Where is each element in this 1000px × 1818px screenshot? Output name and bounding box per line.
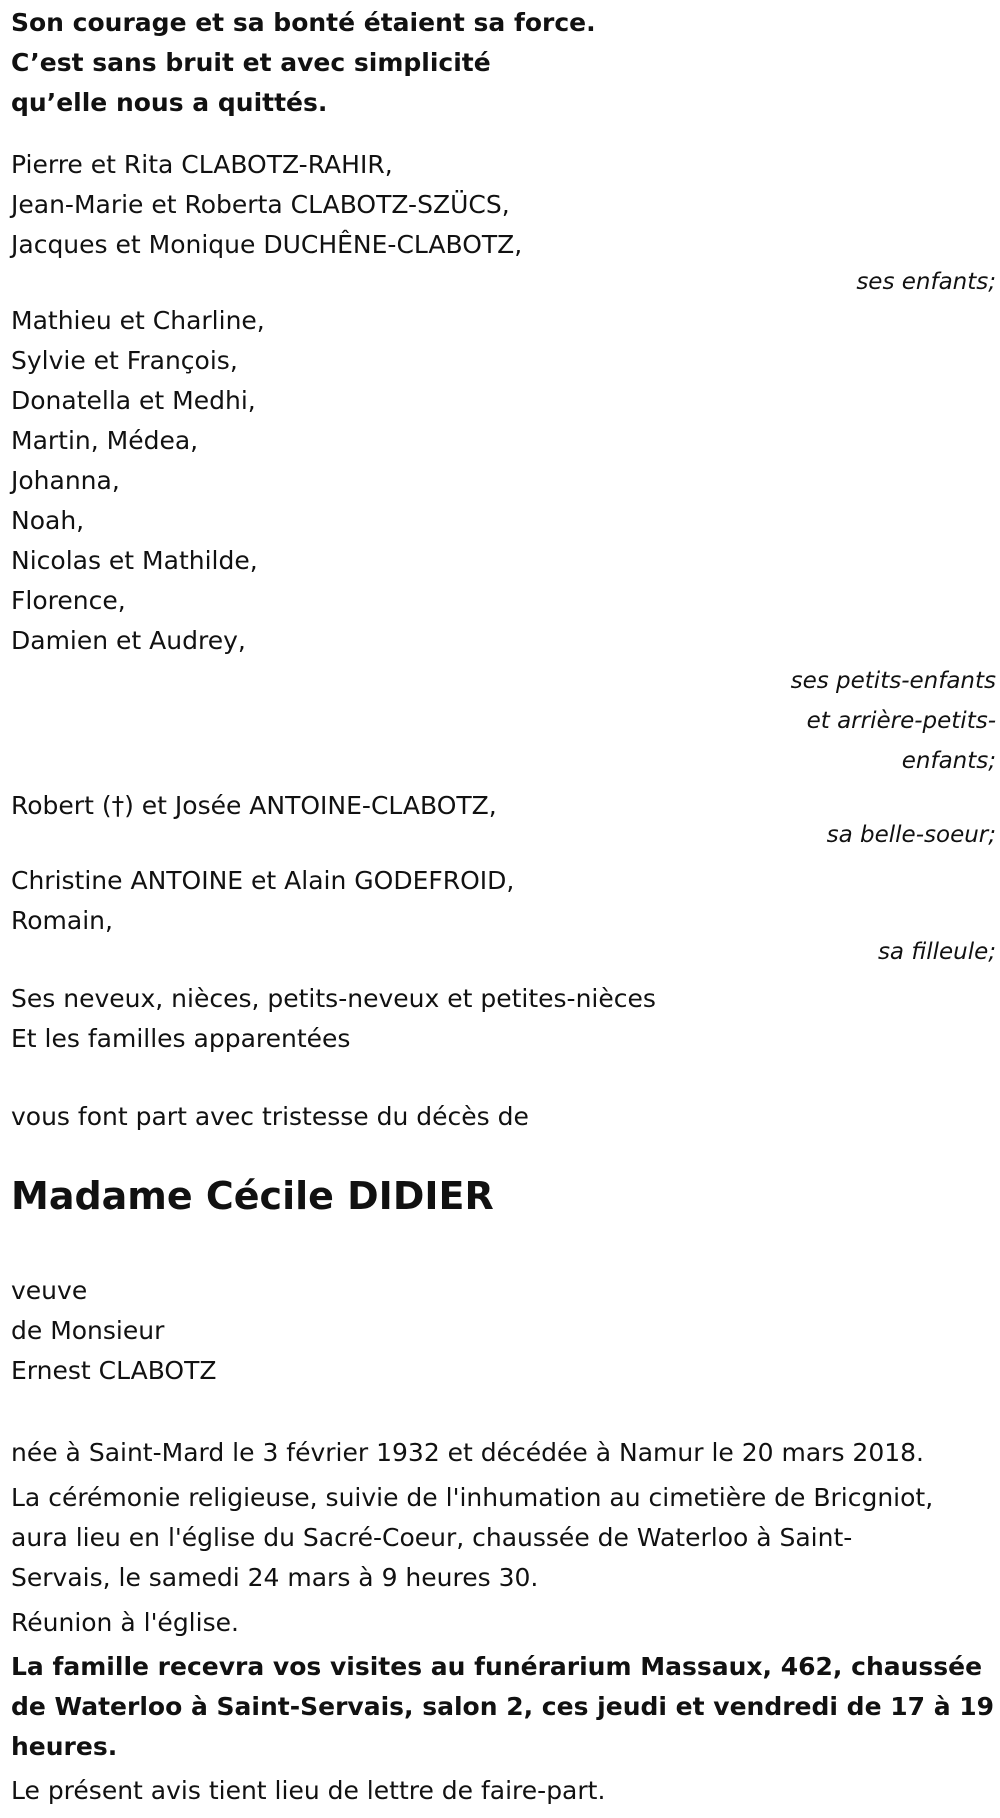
reunion-text: Réunion à l'église.	[11, 1608, 239, 1637]
grandchild-name: Johanna,	[11, 466, 120, 495]
grandchild-name: Nicolas et Mathilde,	[11, 546, 258, 575]
goddaughter-name: Christine ANTOINE et Alain GODEFROID,	[11, 866, 515, 895]
goddaughter-group	[11, 861, 996, 969]
announcement-text: vous font part avec tristesse du décès de	[11, 1102, 529, 1131]
sister-in-law-group	[11, 786, 996, 852]
grandchild-name: Florence,	[11, 586, 126, 615]
sister-in-law-name: Robert (†) et Josée ANTOINE-CLABOTZ,	[11, 791, 497, 820]
grandchildren-relation: et arrière-petits-	[806, 708, 996, 734]
widow-line: Ernest CLABOTZ	[11, 1356, 217, 1385]
grandchild-name: Mathieu et Charline,	[11, 306, 265, 335]
motto	[11, 3, 996, 123]
closing-note	[11, 1771, 996, 1811]
children-relation: ses enfants;	[856, 269, 996, 295]
grandchild-name: Noah,	[11, 506, 85, 535]
other-relatives	[11, 979, 996, 1059]
visits-line: de Waterloo à Saint-Servais, salon 2, ces jeudi et vendredi de 17 à 19	[11, 1692, 995, 1721]
sister-in-law-relation: sa belle-soeur;	[826, 822, 996, 848]
grandchildren-relation: enfants;	[901, 748, 996, 774]
visits-line: heures.	[11, 1732, 118, 1761]
widow-of	[11, 1271, 996, 1391]
child-name: Jean-Marie et Roberta CLABOTZ-SZÜCS,	[11, 190, 510, 219]
visits-line: La famille recevra vos visites au funérarium Massaux, 462, chaussée	[11, 1652, 983, 1681]
reunion-info	[11, 1603, 996, 1643]
widow-line: de Monsieur	[11, 1316, 165, 1345]
ceremony-line: La cérémonie religieuse, suivie de l'inhumation au cimetière de Bricgniot,	[11, 1483, 934, 1512]
ceremony-line: aura lieu en l'église du Sacré-Coeur, chaussée de Waterloo à Saint-	[11, 1523, 853, 1552]
birth-death-text: née à Saint-Mard le 3 février 1932 et décédée à Namur le 20 mars 2018.	[11, 1438, 924, 1467]
closing-text: Le présent avis tient lieu de lettre de faire-part.	[11, 1776, 606, 1805]
motto-line: qu’elle nous a quittés.	[11, 88, 328, 117]
goddaughter-name: Romain,	[11, 906, 113, 935]
goddaughter-relation: sa filleule;	[877, 939, 996, 965]
deceased-name: Madame Cécile DIDIER	[11, 1174, 494, 1218]
grandchild-name: Sylvie et François,	[11, 346, 238, 375]
grandchildren-group	[11, 301, 996, 781]
announcement	[11, 1097, 996, 1137]
child-name: Pierre et Rita CLABOTZ-RAHIR,	[11, 150, 393, 179]
obituary-content	[11, 0, 996, 1811]
grandchild-name: Damien et Audrey,	[11, 626, 246, 655]
children-group	[11, 145, 996, 299]
grandchild-name: Martin, Médea,	[11, 426, 199, 455]
birth-death-info	[11, 1433, 996, 1473]
ceremony-info	[11, 1478, 996, 1598]
visits-info	[11, 1647, 996, 1767]
grandchildren-relation: ses petits-enfants	[790, 668, 996, 694]
motto-line: C’est sans bruit et avec simplicité	[11, 48, 491, 77]
widow-line: veuve	[11, 1276, 88, 1305]
child-name: Jacques et Monique DUCHÊNE-CLABOTZ,	[11, 230, 523, 259]
grandchild-name: Donatella et Medhi,	[11, 386, 256, 415]
ceremony-line: Servais, le samedi 24 mars à 9 heures 30.	[11, 1563, 539, 1592]
relatives-line: Ses neveux, nièces, petits-neveux et petites-nièces	[11, 984, 656, 1013]
relatives-line: Et les familles apparentées	[11, 1024, 351, 1053]
motto-line: Son courage et sa bonté étaient sa force.	[11, 8, 596, 37]
